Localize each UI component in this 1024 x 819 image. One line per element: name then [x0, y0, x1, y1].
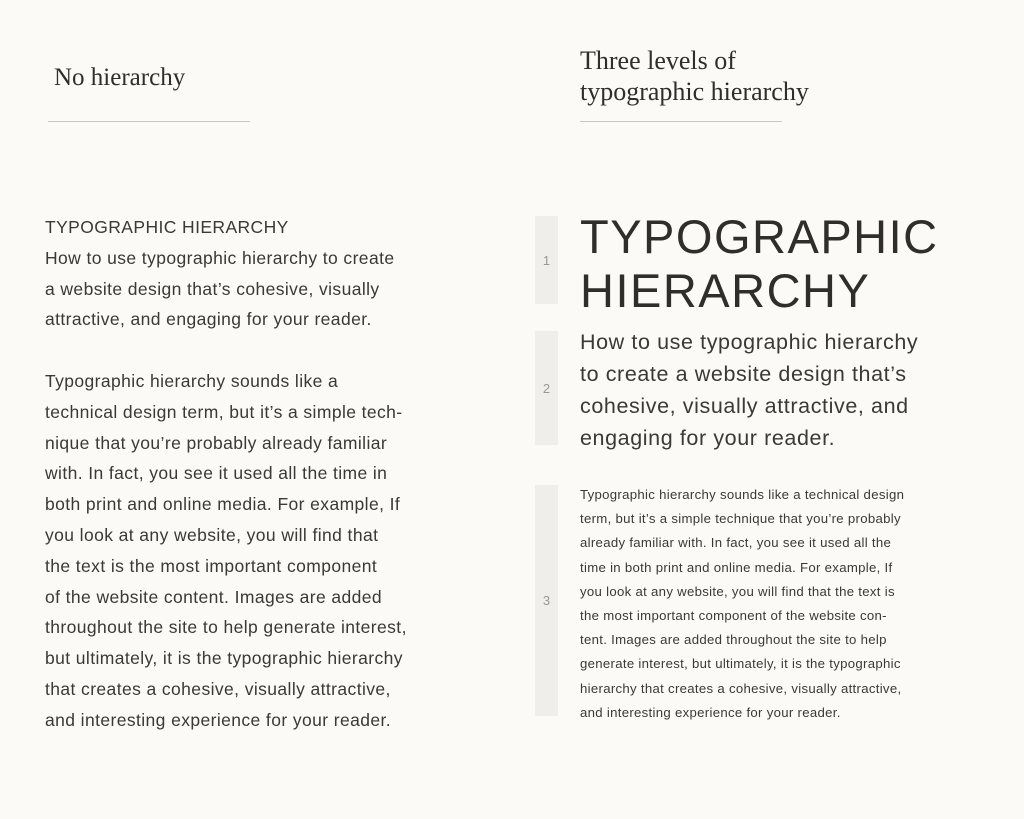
text-line: TYPOGRAPHIC HIERARCHY — [45, 217, 289, 237]
level-marker-1: 1 — [535, 216, 558, 304]
text-line: throughout the site to help generate interest, — [45, 617, 407, 638]
text-line: you look at any website, you will find that — [45, 524, 379, 545]
text-line: but ultimately, it is the typographic hierarchy — [45, 648, 403, 669]
right-title-divider — [580, 121, 782, 122]
subheading-line: to create a website design that’s — [580, 362, 907, 386]
text-line: attractive, and engaging for your reader. — [45, 309, 372, 330]
body-line: you look at any website, you will find that the text is — [580, 583, 895, 599]
heading-line: HIERARCHY — [580, 264, 871, 317]
subheading-line: engaging for your reader. — [580, 426, 836, 450]
text-line: the text is the most important component — [45, 555, 378, 576]
right-title-line: typographic hierarchy — [580, 77, 809, 106]
body-line: the most important component of the website con- — [580, 608, 887, 624]
left-title-divider — [48, 121, 250, 122]
text-line: both print and online media. For example, If — [45, 494, 401, 515]
text-line: a website design that’s cohesive, visually — [45, 278, 380, 299]
text-line: of the website content. Images are added — [45, 586, 383, 607]
body-line: and interesting experience for your reader. — [580, 704, 841, 720]
level-3-body — [580, 483, 904, 725]
text-line: Typographic hierarchy sounds like a — [45, 370, 339, 391]
level-marker-2: 2 — [535, 331, 558, 445]
text-line: technical design term, but it’s a simple tech- — [45, 401, 403, 422]
body-line: hierarchy that creates a cohesive, visually attractive, — [580, 680, 902, 696]
subheading-line: cohesive, visually attractive, and — [580, 394, 909, 418]
subheading-line: How to use typographic hierarchy — [580, 330, 919, 354]
level-marker-3: 3 — [535, 485, 558, 716]
text-line: nique that you’re probably already familiar — [45, 432, 388, 453]
text-line: with. In fact, you see it used all the time in — [45, 463, 388, 484]
text-line: that creates a cohesive, visually attractive, — [45, 678, 391, 699]
text-line — [45, 335, 407, 366]
level-1-heading — [580, 210, 939, 318]
level-2-subheading — [580, 326, 918, 454]
right-column-title — [580, 45, 809, 107]
body-line: tent. Images are added throughout the site to help — [580, 632, 887, 648]
body-line: Typographic hierarchy sounds like a technical design — [580, 487, 905, 502]
right-title-line: Three levels of — [580, 46, 736, 75]
body-line: term, but it’s a simple technique that you’re probably — [580, 511, 901, 527]
body-line: time in both print and online media. For example, If — [580, 559, 893, 575]
left-column-title: No hierarchy — [54, 64, 186, 91]
text-line: and interesting experience for your reader. — [45, 709, 392, 730]
text-line: How to use typographic hierarchy to create — [45, 247, 395, 268]
body-line: generate interest, but ultimately, it is the typographic — [580, 656, 901, 672]
body-line: already familiar with. In fact, you see it used all the — [580, 535, 892, 551]
unstyled-text-block — [45, 212, 407, 736]
heading-line: TYPOGRAPHIC — [580, 210, 939, 263]
